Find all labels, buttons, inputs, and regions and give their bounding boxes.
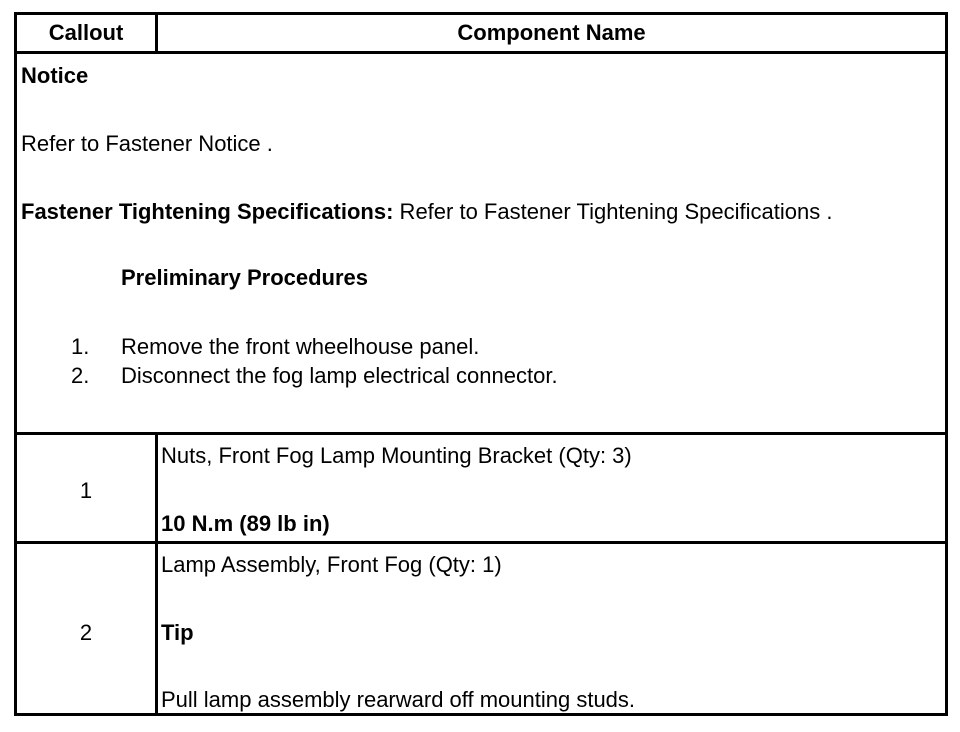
row-1-component-name: Nuts, Front Fog Lamp Mounting Bracket (Qty: 3) — [161, 443, 632, 468]
step-number: 1. — [71, 334, 90, 359]
preliminary-procedures-title: Preliminary Procedures — [121, 265, 369, 290]
row-2-tip-label: Tip — [161, 620, 194, 645]
step-text: Remove the front wheelhouse panel. — [121, 334, 480, 359]
spec-text: Refer to Fastener Tightening Specifications . — [393, 199, 833, 224]
step-number: 2. — [71, 363, 90, 388]
step-text: Disconnect the fog lamp electrical connector. — [121, 363, 558, 388]
row-2-component-name: Lamp Assembly, Front Fog (Qty: 1) — [161, 552, 502, 577]
header-component-name: Component Name — [457, 20, 646, 45]
column-divider-rows — [155, 432, 158, 716]
notice-title: Notice — [21, 63, 89, 88]
row-2-callout: 2 — [79, 620, 93, 645]
header-divider — [17, 51, 945, 54]
spec-line — [21, 199, 832, 225]
row-2-tip-text: Pull lamp assembly rearward off mounting studs. — [161, 687, 636, 712]
header-callout: Callout — [48, 20, 124, 45]
procedure-table — [14, 12, 948, 716]
row-1-torque: 10 N.m (89 lb in) — [161, 511, 330, 536]
fastener-notice-text: Refer to Fastener Notice . — [21, 131, 273, 156]
row-1-callout: 1 — [79, 478, 93, 503]
spec-label: Fastener Tightening Specifications: — [21, 199, 394, 224]
